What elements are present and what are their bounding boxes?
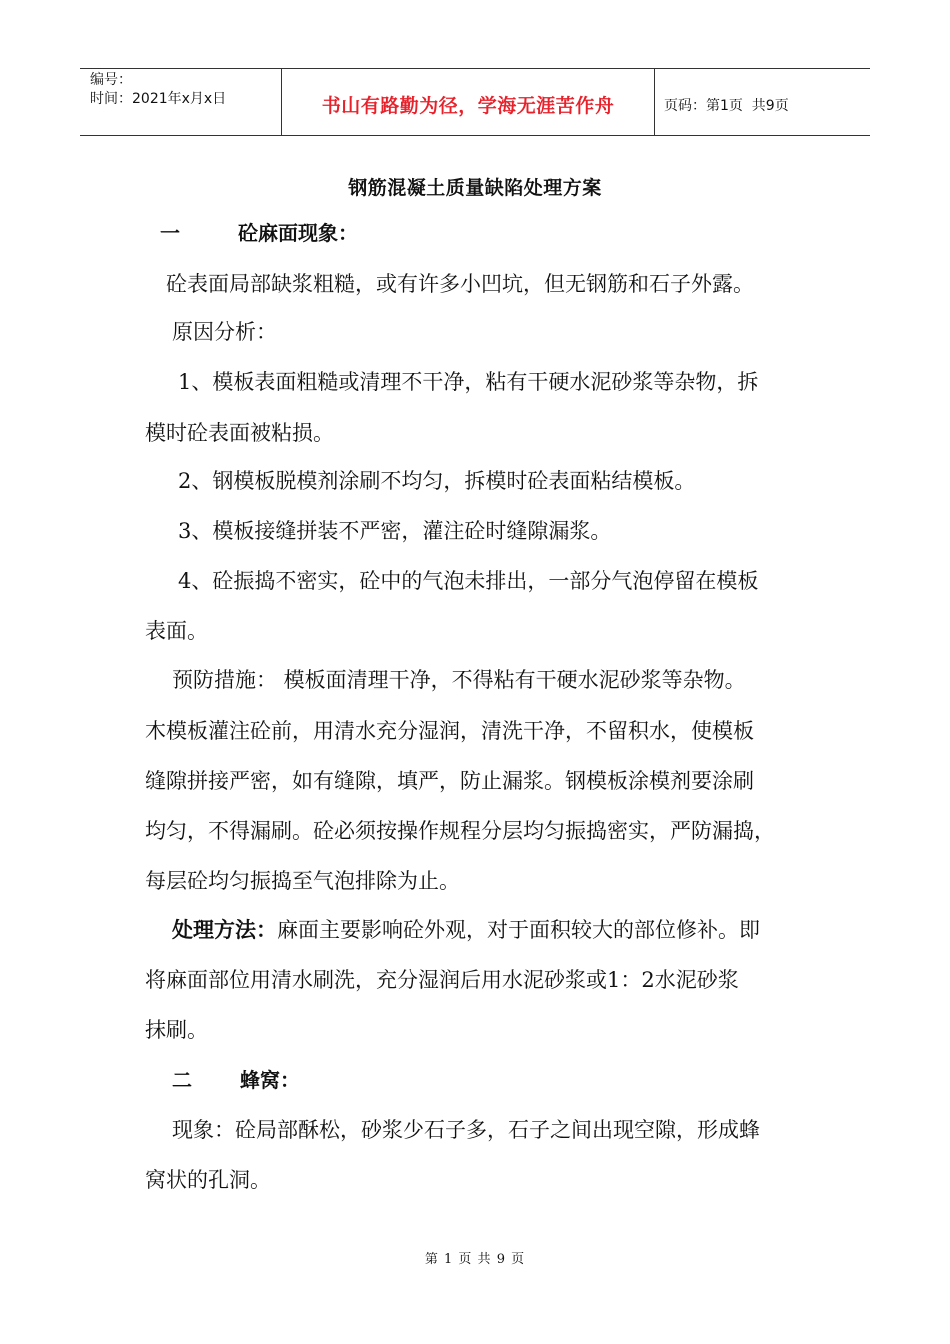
cause-item-continued: 模时砼表面被粘损。 [145, 421, 334, 445]
phenomenon-text: 现象：砼局部酥松，砂浆少石子多，石子之间出现空隙，形成蜂 [172, 1118, 760, 1142]
cause-item: 1、模板表面粗糙或清理不干净，粘有干硬水泥砂浆等杂物，拆 [178, 370, 759, 394]
page-footer: 第 1 页 共 9 页 [424, 1252, 526, 1267]
prevention-text: 预防措施： 模板面清理干净，不得粘有干硬水泥砂浆等杂物。 [172, 668, 746, 692]
phenomenon-text: 窝状的孔洞。 [145, 1168, 271, 1192]
prevention-text: 缝隙拼接严密，如有缝隙，填严，防止漏浆。钢模板涂模剂要涂刷 [145, 769, 754, 793]
treatment-text: 麻面主要影响砼外观，对于面积较大的部位修补。即 [277, 918, 760, 942]
header-meta [90, 71, 226, 109]
section-heading: 蜂窝： [240, 1068, 300, 1092]
cause-label: 原因分析： [172, 320, 277, 344]
prevention-text: 均匀，不得漏刷。砼必须按操作规程分层均匀振捣密实，严防漏捣， [145, 819, 775, 843]
header-time-label: 时间：2021年x月x日 [90, 91, 227, 107]
cause-item: 4、砼振捣不密实，砼中的气泡未排出，一部分气泡停留在模板 [178, 569, 759, 593]
page-header [80, 68, 870, 136]
section-heading: 砼麻面现象： [238, 221, 358, 245]
cause-item: 2、钢模板脱模剂涂刷不均匀，拆模时砼表面粘结模板。 [178, 469, 696, 493]
header-motto: 书山有路勤为径，学海无涯苦作舟 [321, 95, 615, 117]
header-number-label: 编号： [90, 72, 132, 88]
treatment-label: 处理方法： [172, 917, 277, 942]
section-number: 一 [160, 221, 180, 245]
document-title: 钢筋混凝土质量缺陷处理方案 [348, 177, 602, 199]
treatment-text: 将麻面部位用清水刷洗，充分湿润后用水泥砂浆或1：2水泥砂浆 [145, 968, 739, 992]
section-number: 二 [172, 1068, 192, 1092]
treatment-paragraph [172, 916, 760, 944]
prevention-text: 木模板灌注砼前，用清水充分湿润，清洗干净，不留积水，使模板 [145, 719, 754, 743]
header-page-info: 页码：第1页 共9页 [664, 98, 789, 114]
phenomenon-text: 砼表面局部缺浆粗糙，或有许多小凹坑，但无钢筋和石子外露。 [166, 272, 754, 296]
prevention-text: 每层砼均匀振捣至气泡排除为止。 [145, 869, 460, 893]
cause-item: 3、模板接缝拼装不严密，灌注砼时缝隙漏浆。 [178, 519, 612, 543]
cause-item-continued: 表面。 [145, 619, 208, 643]
treatment-text: 抹刷。 [145, 1018, 208, 1042]
